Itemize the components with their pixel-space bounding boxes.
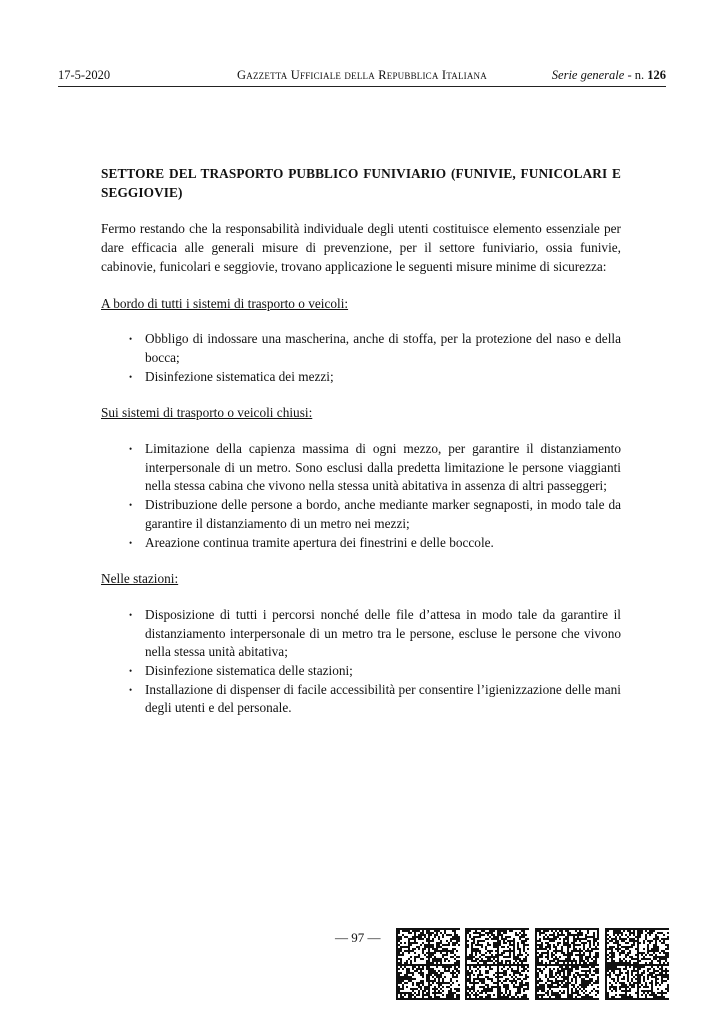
list-item bbox=[101, 534, 621, 553]
header-title: Gazzetta Ufficiale della Repubblica Italiana bbox=[237, 68, 487, 82]
bullet-dot: • bbox=[129, 371, 133, 382]
list-item bbox=[101, 662, 621, 681]
group-heading-stazioni: Nelle stazioni: bbox=[101, 571, 179, 587]
group-heading-veicoli-chiusi: Sui sistemi di trasporto o veicoli chiusi: bbox=[101, 405, 313, 421]
list-item bbox=[101, 368, 621, 387]
datamatrix-svg bbox=[396, 928, 460, 1000]
header-serie-sep: - n. bbox=[624, 68, 648, 82]
datamatrix-code bbox=[396, 928, 460, 1000]
list-item-text: Disinfezione sistematica delle stazioni; bbox=[145, 663, 353, 679]
list-item-text: Disposizione di tutti i percorsi nonché delle file d’attesa in modo tale da garantire il distanziamento interpersonale di un metro tra le persone, escluse le persone che vivono nella stessa unità abitativa; bbox=[145, 606, 621, 660]
document-body bbox=[101, 165, 621, 718]
bullet-list-a-bordo bbox=[101, 330, 621, 386]
bullet-dot: • bbox=[129, 666, 133, 677]
datamatrix-svg bbox=[535, 928, 599, 1000]
bullet-dot: • bbox=[129, 444, 133, 455]
header-serie bbox=[552, 68, 666, 83]
datamatrix-svg bbox=[465, 928, 529, 1000]
list-item bbox=[101, 496, 621, 533]
bullet-list-stazioni bbox=[101, 606, 621, 718]
list-item bbox=[101, 681, 621, 718]
header-serie-label: Serie generale bbox=[551, 68, 625, 82]
list-item bbox=[101, 606, 621, 662]
list-item-text: Distribuzione delle persone a bordo, anche mediante marker segnaposti, in modo tale da garantire il distanziamento di un metro nei mezzi; bbox=[145, 497, 621, 531]
list-item-text: Obbligo di indossare una mascherina, anche di stoffa, per la protezione del naso e della bocca; bbox=[145, 331, 621, 365]
page-header bbox=[58, 68, 666, 88]
intro-paragraph: Fermo restando che la responsabilità individuale degli utenti costituisce elemento essenziale per dare efficacia alle generali misure di prevenzione, per il settore funiviario, ossia funivie, cabinovie, funicolari e seggiovie, trovano applicazione le seguenti misure minime di sicurezza: bbox=[101, 221, 621, 274]
datamatrix-svg bbox=[605, 928, 669, 1000]
datamatrix-code bbox=[535, 928, 599, 1000]
list-item-text: Disinfezione sistematica dei mezzi; bbox=[145, 368, 334, 384]
bullet-dot: • bbox=[129, 334, 133, 345]
datamatrix-code bbox=[605, 928, 669, 1000]
section-title: SETTORE DEL TRASPORTO PUBBLICO FUNIVIARIO (FUNIVIE, FUNICOLARI E SEGGIOVIE) bbox=[101, 166, 621, 200]
header-serie-number: 126 bbox=[647, 68, 666, 82]
header-date: 17-5-2020 bbox=[58, 68, 111, 82]
list-item-text: Installazione di dispenser di facile accessibilità per consentire l’igienizzazione delle mani degli utenti e del personale. bbox=[145, 681, 621, 716]
datamatrix-code bbox=[465, 928, 529, 1000]
list-item bbox=[101, 330, 621, 367]
page-number: — 97 — bbox=[335, 930, 381, 945]
list-item-text: Areazione continua tramite apertura dei finestrini e delle boccole. bbox=[145, 534, 494, 550]
group-heading-a-bordo: A bordo di tutti i sistemi di trasporto o veicoli: bbox=[101, 295, 349, 311]
bullet-dot: • bbox=[129, 609, 133, 620]
header-rule bbox=[58, 86, 666, 87]
bullet-list-veicoli-chiusi bbox=[101, 440, 621, 552]
list-item-text: Limitazione della capienza massima di ogni mezzo, per garantire il distanziamento interpersonale di un metro. Sono esclusi dalla predetta limitazione le persone viaggianti nella stessa cabina che vivono nella stessa unità abitativa in assenza di altri passeggeri; bbox=[145, 441, 621, 494]
bullet-dot: • bbox=[129, 537, 133, 548]
list-item bbox=[101, 440, 621, 496]
bullet-dot: • bbox=[129, 500, 133, 511]
bullet-dot: • bbox=[129, 684, 133, 695]
